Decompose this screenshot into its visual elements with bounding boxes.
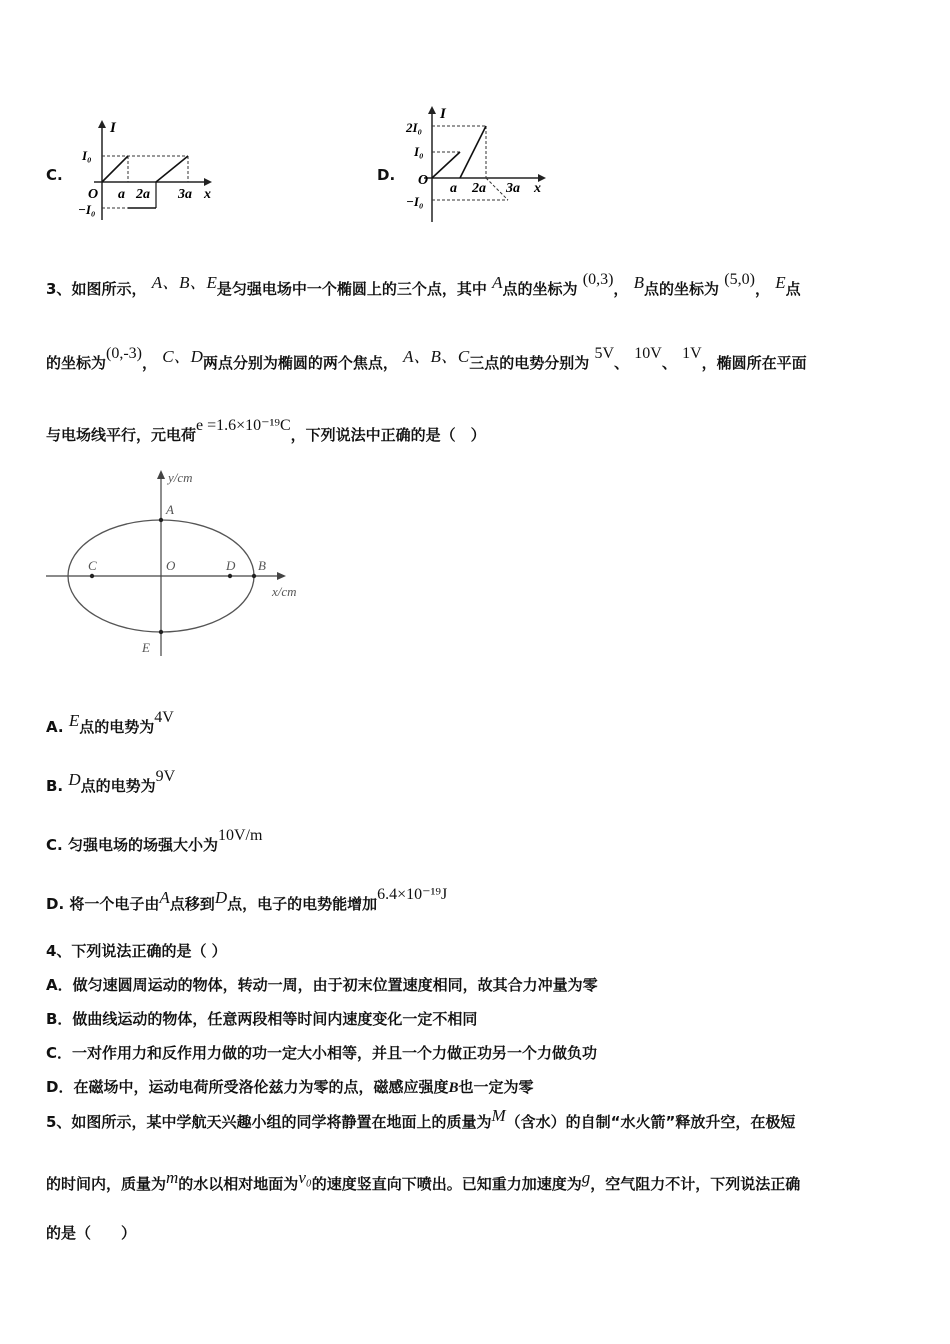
graph-c-tick-a: a — [118, 187, 125, 202]
fig-label-a: A — [166, 502, 174, 517]
fig-point-d — [228, 574, 232, 578]
fig-x-label: x/cm — [272, 584, 297, 599]
fig-y-arrow — [157, 470, 165, 479]
q3-line-3: 与电场线平行，元电荷e =1.6×10⁻¹⁹C，下列说法中正确的是（ ） — [46, 417, 486, 444]
fig-label-d: D — [226, 558, 236, 573]
q4-option-b[interactable]: B．做曲线运动的物体，任意两段相等时间内速度变化一定不相同 — [46, 1010, 478, 1028]
q5-line-3: 的是（ ） — [46, 1224, 137, 1242]
graph-d-tick-3a: 3a — [506, 181, 520, 196]
fig-label-o: O — [166, 558, 176, 573]
q3-number: 3、 — [46, 280, 72, 298]
graph-c-x-arrow — [204, 178, 212, 186]
graph-c-seg1 — [102, 156, 128, 182]
q3-line-1: 3、如图所示， A、B、E是匀强电场中一个椭圆上的三个点，其中 A点的坐标为 (0,3)， B点的坐标为 (5,0)， E点 — [46, 271, 801, 298]
graph-c-x-label: x — [204, 187, 211, 202]
q5-line-1: 5、如图所示，某中学航天兴趣小组的同学将静置在地面上的质量为M（含水）的自制“水火箭”释放升空，在极短 — [46, 1106, 796, 1131]
graph-d-seg3 — [486, 178, 508, 200]
q3-coord-e: (0,-3) — [106, 345, 142, 362]
q3-option-d[interactable]: D. 将一个电子由A点移到D点，电子的电势能增加6.4×10⁻¹⁹J — [46, 886, 448, 913]
fig-point-c — [90, 574, 94, 578]
graph-c-tick-neg: −I₀ — [78, 202, 96, 217]
graph-c-tick-i0: I₀ — [82, 148, 92, 163]
graph-d-tick-neg: −I₀ — [406, 194, 424, 209]
q3-coord-a: (0,3) — [582, 271, 614, 288]
q3-points-abe: A、B、E — [151, 273, 217, 292]
fig-label-c: C — [88, 558, 97, 573]
q3-coord-b: (5,0) — [724, 271, 755, 288]
q4-stem: 4、下列说法正确的是（ ） — [46, 942, 227, 960]
graph-d-x-label: x — [534, 181, 541, 196]
graph-d-seg2 — [460, 126, 486, 178]
graph-d — [404, 102, 554, 226]
graph-c — [80, 118, 225, 226]
graph-d-tick-a: a — [450, 181, 457, 196]
option-d-label: D. — [377, 166, 396, 184]
q4-option-d[interactable]: D．在磁场中，运动电荷所受洛伦兹力为零的点，磁感应强度B也一定为零 — [46, 1078, 534, 1096]
fig-label-e: E — [142, 640, 150, 655]
option-c-label: C. — [46, 166, 63, 184]
q3-ellipse-figure — [44, 466, 314, 658]
graph-c-tick-3a: 3a — [178, 187, 192, 202]
q3-charge: e =1.6×10⁻¹⁹C — [196, 417, 291, 434]
graph-c-y-arrow — [98, 120, 106, 128]
fig-point-e — [159, 630, 163, 634]
graph-d-y-label: I — [440, 106, 446, 122]
q3-option-c[interactable]: C. 匀强电场的场强大小为10V/m — [46, 827, 263, 854]
fig-point-a — [159, 518, 163, 522]
graph-d-y-arrow — [428, 106, 436, 114]
fig-point-b — [252, 574, 256, 578]
graph-d-origin: O — [418, 173, 429, 188]
graph-d-tick-i0: I₀ — [414, 144, 424, 159]
fig-x-arrow — [277, 572, 286, 580]
graph-c-tick-2a: 2a — [136, 187, 150, 202]
graph-c-y-label: I — [110, 120, 116, 136]
graph-d-seg1 — [432, 152, 460, 178]
fig-y-label: y/cm — [168, 470, 193, 485]
graph-c-origin: O — [88, 187, 99, 202]
q3-option-b[interactable]: B. D点的电势为9V — [46, 768, 176, 795]
graph-c-seg3 — [156, 156, 188, 182]
graph-d-tick-2a: 2a — [472, 181, 486, 196]
graph-d-tick-2i0: 2I₀ — [406, 120, 423, 135]
q4-option-c[interactable]: C．一对作用力和反作用力做的功一定大小相等，并且一个力做正功另一个力做负功 — [46, 1044, 598, 1062]
fig-label-b: B — [258, 558, 266, 573]
q3-line-2: 的坐标为(0,-3)， C、D两点分别为椭圆的两个焦点， A、B、C三点的电势分别为 5V、 10V、 1V，椭圆所在平面 — [46, 345, 807, 372]
q3-option-a[interactable]: A. E点的电势为4V — [46, 709, 174, 736]
q5-line-2: 的时间内，质量为m的水以相对地面为v₀的速度竖直向下喷出。已知重力加速度为g，空气阻力不计，下列说法正确 — [46, 1168, 801, 1193]
q4-option-a[interactable]: A．做匀速圆周运动的物体，转动一周，由于初末位置速度相同，故其合力冲量为零 — [46, 976, 598, 994]
